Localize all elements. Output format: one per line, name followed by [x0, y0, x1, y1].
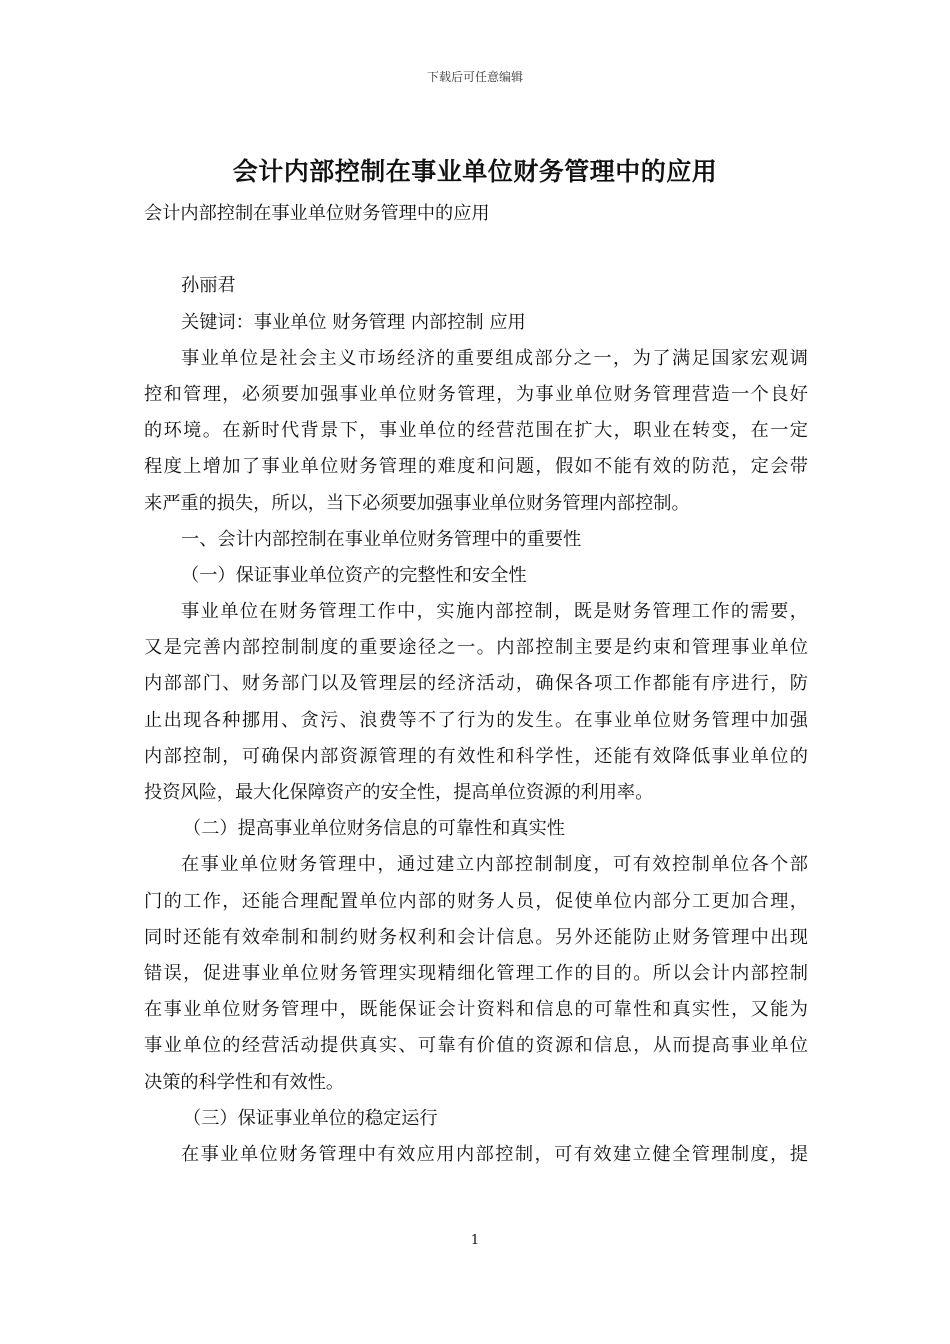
text-line: 在事业单位财务管理中有效应用内部控制，可有效建立健全管理制度，提	[181, 1143, 808, 1165]
text-line: 关键词：事业单位 财务管理 内部控制 应用	[181, 311, 526, 333]
text-line: 事业单位的经营活动提供真实、可靠有价值的资源和信息，从而提高事业单位	[144, 1035, 808, 1057]
text-line: 来严重的损失，所以，当下必须要加强事业单位财务管理内部控制。	[144, 492, 690, 514]
text-line: 在事业单位财务管理中，既能保证会计资料和信息的可靠性和真实性，又能为	[144, 999, 808, 1021]
document-title: 会计内部控制在事业单位财务管理中的应用	[232, 157, 718, 186]
text-line: 决策的科学性和有效性。	[144, 1071, 345, 1093]
text-line: 同时还能有效牵制和制约财务权利和会计信息。另外还能防止财务管理中出现	[144, 926, 808, 948]
page-header: 下载后可任意编辑	[426, 70, 523, 84]
text-line: （三）保证事业单位的稳定运行	[183, 1107, 438, 1129]
text-line: 门的工作，还能合理配置单位内部的财务人员，促使单位内部分工更加合理，	[144, 890, 808, 912]
text-line: 在事业单位财务管理中，通过建立内部控制制度，可有效控制单位各个部	[181, 854, 808, 876]
text-line	[144, 232, 808, 268]
text-line: （二）提高事业单位财务信息的可靠性和真实性	[183, 818, 565, 840]
text-line: 控和管理，必须要加强事业单位财务管理，为事业单位财务管理营造一个良好	[144, 383, 808, 405]
text-line: 止出现各种挪用、贪污、浪费等不了行为的发生。在事业单位财务管理中加强	[144, 709, 808, 731]
text-line: 又是完善内部控制制度的重要途径之一。内部控制主要是约束和管理事业单位	[144, 637, 808, 659]
page-number: 1	[470, 1233, 480, 1248]
text-line: 内部部门、财务部门以及管理层的经济活动，确保各项工作都能有序进行，防	[144, 673, 808, 695]
text-line: 事业单位是社会主义市场经济的重要组成部分之一，为了满足国家宏观调	[181, 347, 808, 369]
text-line: 会计内部控制在事业单位财务管理中的应用	[144, 203, 490, 224]
text-line: 一、会计内部控制在事业单位财务管理中的重要性	[181, 528, 582, 550]
text-line: 投资风险，最大化保障资产的安全性，提高单位资源的利用率。	[144, 782, 654, 803]
text-line: （一）保证事业单位资产的完整性和安全性	[181, 564, 527, 586]
text-line: 错误，促进事业单位财务管理实现精细化管理工作的目的。所以会计内部控制	[144, 962, 808, 984]
text-line: 事业单位在财务管理工作中，实施内部控制，既是财务管理工作的需要，	[181, 601, 808, 623]
text-line: 程度上增加了事业单位财务管理的难度和问题，假如不能有效的防范，定会带	[144, 456, 808, 478]
text-line: 内部控制，可确保内部资源管理的有效性和科学性，还能有效降低事业单位的	[144, 745, 808, 767]
text-line: 的环境。在新时代背景下，事业单位的经营范围在扩大，职业在转变，在一定	[144, 420, 808, 442]
text-line: 孙丽君	[181, 275, 236, 297]
document-body	[144, 196, 808, 1173]
